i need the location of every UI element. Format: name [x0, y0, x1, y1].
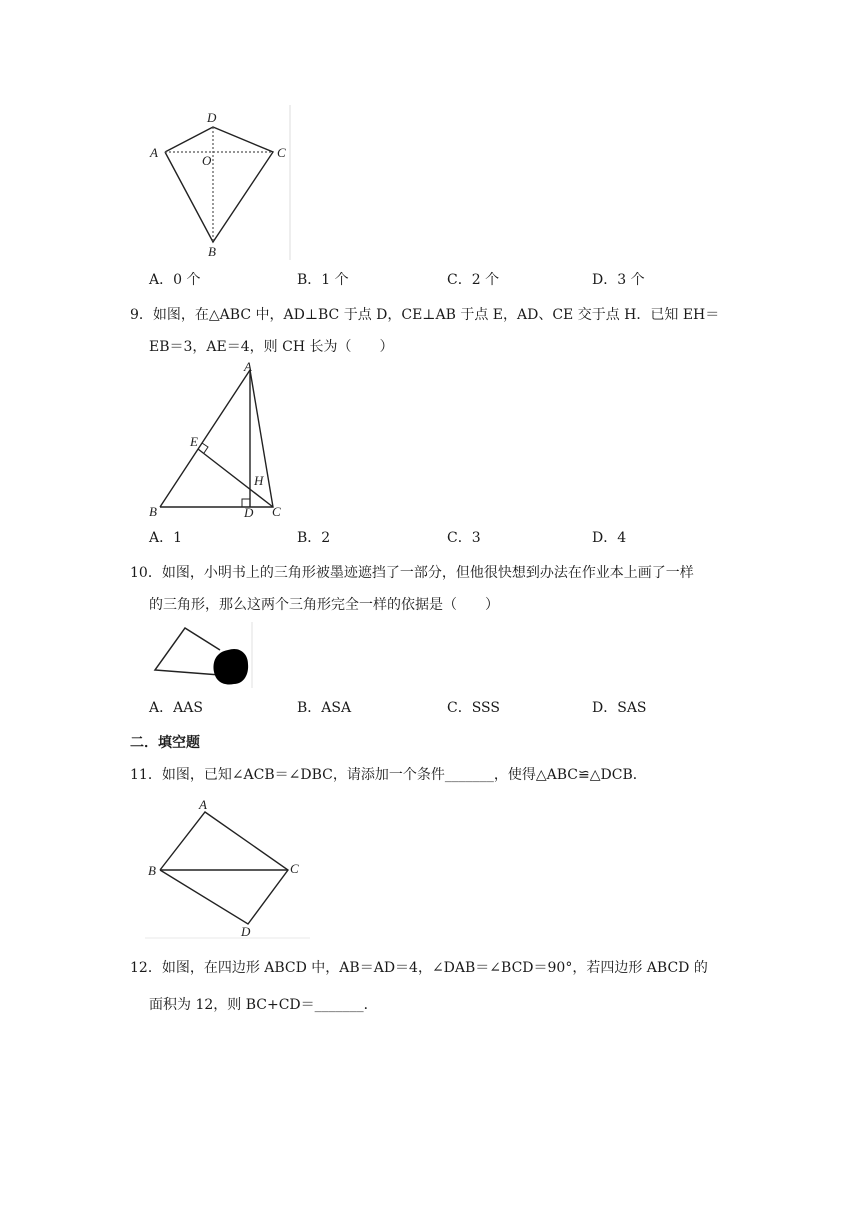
q10-option-b: B．ASA	[297, 700, 352, 716]
q8-option-c: C．2 个	[447, 272, 500, 288]
ink-blot-icon	[214, 649, 249, 685]
q10-option-c: C．SSS	[447, 700, 500, 716]
q8-option-a: A．0 个	[149, 272, 201, 288]
q9-stem-line2: EB＝3，AE＝4，则 CH 长为（ ）	[149, 339, 394, 355]
label-b: B	[148, 863, 156, 878]
q10-stem-line2: 的三角形，那么这两个三角形完全一样的依据是（ ）	[149, 597, 499, 613]
shape-abdc	[160, 812, 288, 924]
label-h: H	[254, 473, 264, 488]
triangle-figure-q9	[140, 360, 290, 520]
q10-stem-line1: 10．如图，小明书上的三角形被墨迹遮挡了一部分，但他很快想到办法在作业本上画了一样	[130, 565, 694, 581]
kite-outline	[165, 127, 273, 242]
q8-option-b: B．1 个	[297, 272, 349, 288]
label-b: B	[149, 504, 157, 519]
label-a: A	[199, 797, 207, 812]
section-heading-fill-in: 二．填空题	[130, 735, 200, 751]
right-angle-e	[202, 443, 208, 453]
q10-option-a: A．AAS	[149, 700, 203, 716]
label-c: C	[290, 861, 299, 876]
q9-stem-line1: 9．如图，在△ABC 中，AD⊥BC 于点 D，CE⊥AB 于点 E，AD、CE 交于点 H．已知 EH＝	[130, 307, 720, 323]
label-a: A	[150, 145, 158, 160]
q9-option-b: B．2	[297, 530, 331, 546]
q11-stem: 11．如图，已知∠ACB＝∠DBC，请添加一个条件_______，使得△ABC≌△DCB．	[130, 767, 647, 783]
label-c: C	[277, 145, 286, 160]
q12-stem-line2: 面积为 12，则 BC+CD＝_______．	[149, 997, 378, 1013]
kite-figure	[140, 105, 300, 260]
q10-option-d: D．SAS	[592, 700, 647, 716]
ink-triangle-figure	[150, 622, 255, 688]
quadrilateral-figure-q11	[145, 797, 310, 939]
label-d: D	[244, 505, 254, 520]
partial-triangle	[155, 628, 220, 675]
label-b: B	[208, 244, 216, 259]
q9-option-c: C．3	[447, 530, 481, 546]
label-d: D	[241, 924, 251, 939]
label-c: C	[272, 504, 281, 519]
q8-option-d: D．3 个	[592, 272, 645, 288]
label-d: D	[207, 110, 217, 125]
label-a: A	[244, 360, 252, 374]
q9-option-a: A．1	[149, 530, 183, 546]
q9-option-d: D．4	[592, 530, 627, 546]
label-e: E	[190, 434, 198, 449]
label-o: O	[202, 153, 212, 168]
q12-stem-line1: 12．如图，在四边形 ABCD 中，AB＝AD＝4，∠DAB＝∠BCD＝90°，若四边形 ABCD 的	[130, 960, 708, 976]
